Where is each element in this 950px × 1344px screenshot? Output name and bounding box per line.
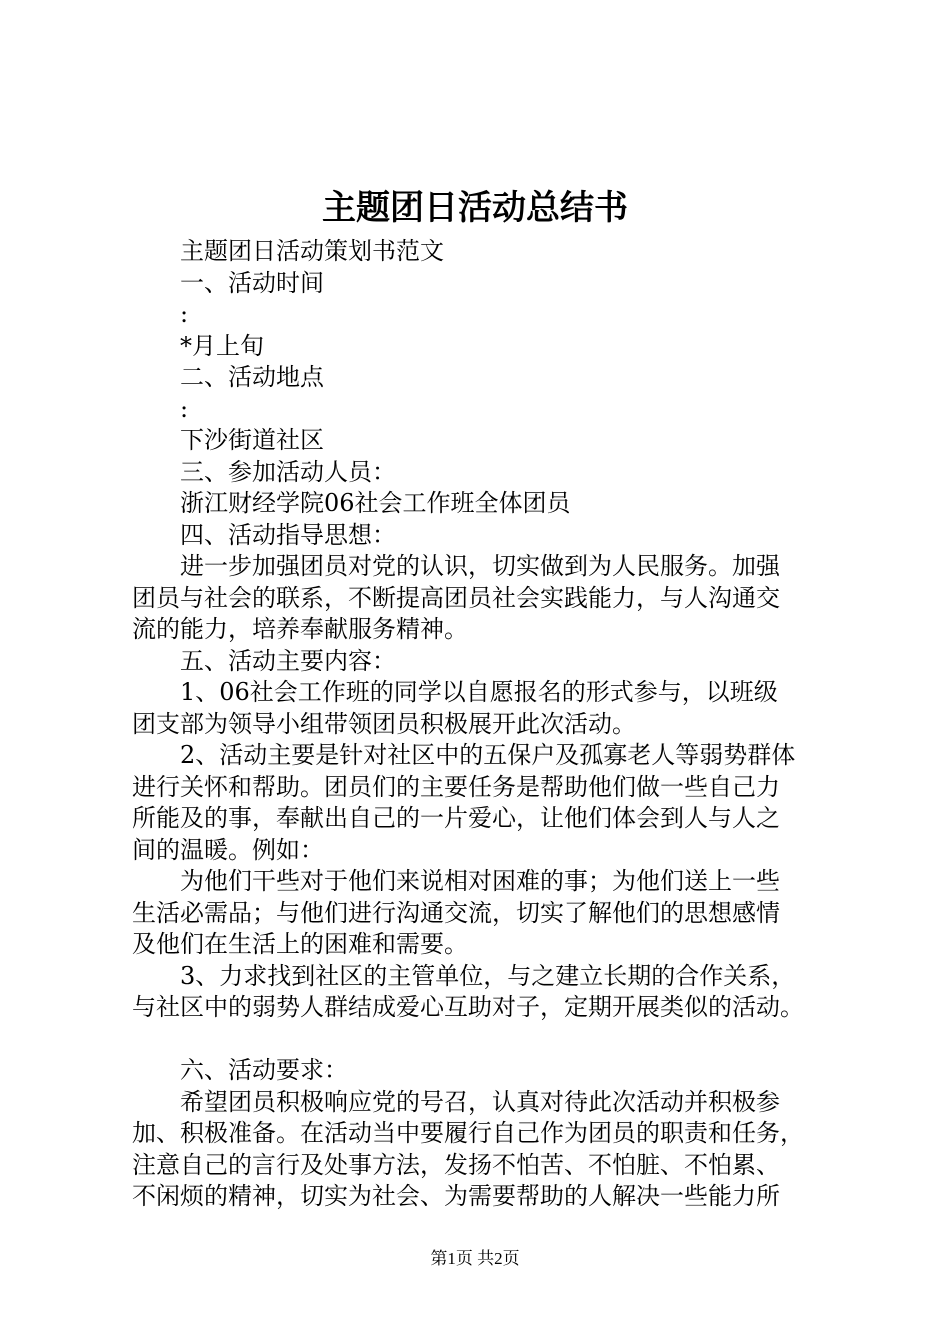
paragraph-line: 流的能力，培养奉献服务精神。 bbox=[132, 615, 468, 643]
heading-location: 二、活动地点 bbox=[180, 363, 324, 391]
line-participants-value: 浙江财经学院06社会工作班全体团员 bbox=[180, 489, 571, 517]
line-location-value: 下沙街道社区 bbox=[180, 426, 324, 454]
paragraph-line: 团员与社会的联系，不断提高团员社会实践能力，与人沟通交 bbox=[132, 583, 780, 612]
heading-requirements: 六、活动要求： bbox=[180, 1056, 348, 1084]
paragraph-line: 为他们干些对于他们来说相对困难的事；为他们送上一些 bbox=[180, 867, 780, 895]
paragraph-line: 间的温暖。例如： bbox=[132, 835, 324, 864]
paragraph-line: 团支部为领导小组带领团员积极展开此次活动。 bbox=[132, 709, 636, 738]
paragraph-line: 加、积极准备。在活动当中要履行自己作为团员的职责和任务， bbox=[132, 1119, 804, 1147]
line-colon: : bbox=[180, 300, 189, 328]
heading-participants: 三、参加活动人员： bbox=[180, 457, 396, 486]
document-body bbox=[132, 236, 832, 1213]
heading-time: 一、活动时间 bbox=[180, 268, 324, 297]
document-title: 主题团日活动总结书 bbox=[322, 188, 628, 228]
blank-line bbox=[132, 1024, 832, 1056]
paragraph-line: 希望团员积极响应党的号召，认真对待此次活动并积极参 bbox=[180, 1087, 780, 1116]
paragraph-line: 1、06社会工作班的同学以自愿报名的形式参与，以班级 bbox=[180, 678, 778, 706]
heading-guidance: 四、活动指导思想： bbox=[180, 520, 396, 549]
paragraph-line: 不闲烦的精神，切实为社会、为需要帮助的人解决一些能力所 bbox=[132, 1182, 780, 1210]
paragraph-line: 与社区中的弱势人群结成爱心互助对子，定期开展类似的活动。 bbox=[132, 993, 804, 1021]
paragraph-line: 所能及的事，奉献出自己的一片爱心，让他们体会到人与人之 bbox=[132, 804, 780, 832]
line-time-value: *月上旬 bbox=[180, 331, 264, 360]
line-colon: : bbox=[180, 394, 189, 423]
paragraph-line: 3、力求找到社区的主管单位，与之建立长期的合作关系， bbox=[180, 961, 796, 990]
paragraph-line: 生活必需品；与他们进行沟通交流，切实了解他们的思想感情 bbox=[132, 898, 780, 927]
paragraph-line: 进一步加强团员对党的认识，切实做到为人民服务。加强 bbox=[180, 552, 780, 580]
heading-content: 五、活动主要内容： bbox=[180, 646, 396, 675]
paragraph-line: 进行关怀和帮助。团员们的主要任务是帮助他们做一些自己力 bbox=[132, 772, 780, 801]
paragraph-line: 及他们在生活上的困难和需要。 bbox=[132, 930, 468, 958]
paragraph-line: 2、活动主要是针对社区中的五保户及孤寡老人等弱势群体 bbox=[180, 741, 796, 769]
page-footer: 第1页 共2页 bbox=[430, 1249, 520, 1268]
paragraph-line: 注意自己的言行及处事方法，发扬不怕苦、不怕脏、不怕累、 bbox=[132, 1150, 780, 1179]
line-subtitle: 主题团日活动策划书范文 bbox=[180, 237, 444, 265]
